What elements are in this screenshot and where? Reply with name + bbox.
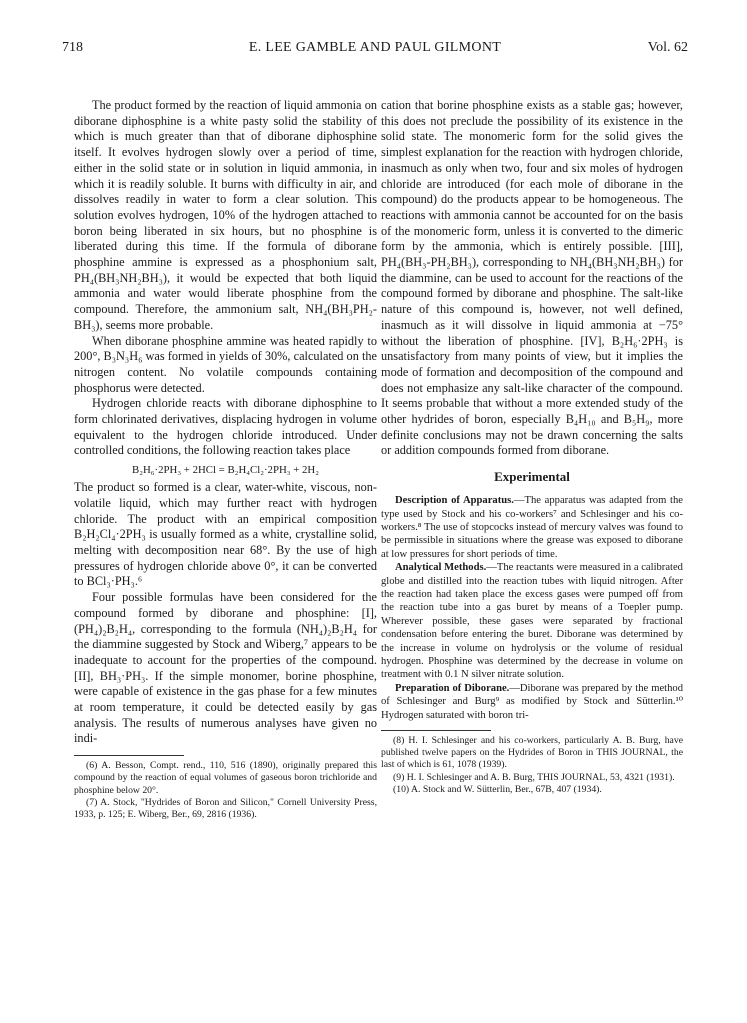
footnote-rule — [381, 730, 491, 731]
paragraph: cation that borine phosphine exists as a stable gas; however, this does not preclude the possibility of its existence in the solid state. The monomeric form for the solid gives the simplest explanation for the reaction with hydrogen chloride, inasmuch as only when two, four and six moles of hydrogen chloride are introduced (for each mole of diborane in the compound) do the products appear to be homogeneous. The reactions with ammonia cannot be accounted for on the basis of the monomeric form, unless it is converted to the dimeric form by the ammonia, which is entirely possible. [III], PH₄(BH₃-PH₂BH₃), corresponding to NH₄(BH₃NH₂BH₃) for the diammine, can be used to account for the reactions of the compound formed by diborane and phosphine. The salt-like nature of this compound is, however, not well defined, inasmuch as it will dissolve in liquid ammonia at −75° without the liberation of phosphine. [IV], B₂H₆·2PH₃ is unsatisfactory from many points of view, but it implies the mode of formation and decomposition of the compound and does not emphasize any salt-like character of the compound. It seems probable that without a more extended study of the other hydrides of boron, especially B₄H₁₀ and B₅H₉, more definite conclusions may not be drawn concerning the salts or addition compounds formed from diborane. — [381, 98, 683, 458]
footnote-rule — [74, 755, 184, 756]
page-number: 718 — [62, 40, 83, 55]
volume-label: Vol. 62 — [647, 40, 688, 55]
paragraph-text: —The reactants were measured in a calibrated globe and distilled into the reaction tubes with liquid nitrogen. After the reaction had taken place the excess gases were pumped off from the reaction tube into a gas buret by means of a Toepler pump. Wherever possible, these gases were separated by fractional condensation before entering the buret. Diborane was determined by the increase in volume on hydrolysis or the volume of residual hydrogen. Phosphine was determined by the decrease in volume on treatment with 0.1 N silver nitrate solution. — [381, 562, 683, 681]
footnote-7: (7) A. Stock, "Hydrides of Boron and Silicon," Cornell University Press, 1933, p. 125; E. Wiberg, Ber., 69, 2816 (1936). — [74, 796, 377, 820]
left-column — [74, 98, 377, 821]
analytical-paragraph — [381, 561, 683, 682]
footnote-6: (6) A. Besson, Compt. rend., 110, 516 (1890), originally prepared this compound by the reaction of equal volumes of gaseous boron trichloride and phosphine below 20°. — [74, 760, 377, 796]
preparation-paragraph — [381, 682, 683, 722]
running-title: E. LEE GAMBLE AND PAUL GILMONT — [248, 40, 502, 55]
paragraph: The product formed by the reaction of liquid ammonia on diborane diphosphine is a white pasty solid the stability of which is much greater than that of diborane diphosphine itself. It evolves hydrogen slowly over a period of time, either in the solid state or in solution in liquid ammonia, in which it is readily soluble. It burns with difficulty in air, and dissolves readily in water to form a clear solution. This solution evolves hydrogen, 10% of the hydrogen attached to boron being liberated in six hours, but no phosphine is liberated during this time. If the formula of diborane phosphine ammine is expressed as a phosphonium salt, PH₄(BH₃NH₂BH₃), it would be expected that both liquid ammonia and water would liberate phosphine from the compound. Therefore, the ammonium salt, NH₄(BH₃PH₂-BH₃), seems more probable. — [74, 98, 377, 332]
reaction-equation: B₂H₆·2PH₃ + 2HCl = B₂H₄Cl₂·2PH₃ + 2H₂ — [132, 464, 319, 477]
run-in-heading: Preparation of Diborane. — [395, 682, 510, 694]
run-in-heading: Analytical Methods. — [395, 562, 487, 574]
paragraph: Four possible formulas have been considered for the compound formed by diborane and phosphine: [I], (PH₄)₂B₂H₄, corresponding to the formula (NH₄)₂B₂H₄ for the diammine suggested by Stock and Wiberg,⁷ appears to be inadequate to account for the properties of the compound. [II], BH₃·PH₃. If the simple monomer, borine phosphine, were capable of existence in the gas phase for a few minutes at room temperature, it could be detected easily by gas analysis. The results of numerous analyses have given no indi- — [74, 590, 377, 746]
run-in-heading: Description of Apparatus. — [395, 495, 514, 507]
paragraph: When diborane phosphine ammine was heated rapidly to 200°, B₃N₃H₆ was formed in yields of 30%, calculated on the nitrogen content. No volatile compounds containing phosphorus were detected. — [74, 333, 377, 395]
footnote-8: (8) H. I. Schlesinger and his co-workers, particularly A. B. Burg, have published twelve papers on the Hydrides of Boron in THIS JOURNAL, the last of which is 61, 1078 (1939). — [381, 735, 683, 771]
paragraph: Hydrogen chloride reacts with diborane diphosphine to form chlorinated derivatives, displacing hydrogen in volume equivalent to the hydrogen chloride introduced. Under controlled conditions, the following reaction takes place — [74, 396, 377, 458]
paragraph-text: —The apparatus was adapted from the type used by Stock and his co-workers⁷ and Schlesinger and his co-workers.⁸ The use of stopcocks instead of mercury valves was found to be permissible in situations where the grease was exposed to diborane at low pressures for short periods of time. — [381, 495, 683, 560]
apparatus-paragraph — [381, 494, 683, 561]
running-header — [62, 40, 688, 62]
paragraph-text: —Diborane was prepared by the method of Schlesinger and Burg⁹ as modified by Stock and Sütterlin.¹⁰ Hydrogen saturated with boron tri- — [381, 682, 683, 721]
footnote-10: (10) A. Stock and W. Sütterlin, Ber., 67B, 407 (1934). — [393, 783, 602, 795]
paragraph: The product so formed is a clear, water-white, viscous, non-volatile liquid, which may further react with hydrogen chloride. The product with an empirical composition B₂H₂Cl₄·2PH₃ is usually formed as a white, crystalline solid, melting with decomposition near 68°. By the use of high pressures of hydrogen chloride above 0°, it can be converted to BCl₃·PH₃.⁶ — [74, 480, 377, 589]
section-title: Experimental — [494, 469, 570, 485]
right-column — [381, 98, 683, 796]
footnote-9: (9) H. I. Schlesinger and A. B. Burg, THIS JOURNAL, 53, 4321 (1931). — [393, 771, 675, 783]
